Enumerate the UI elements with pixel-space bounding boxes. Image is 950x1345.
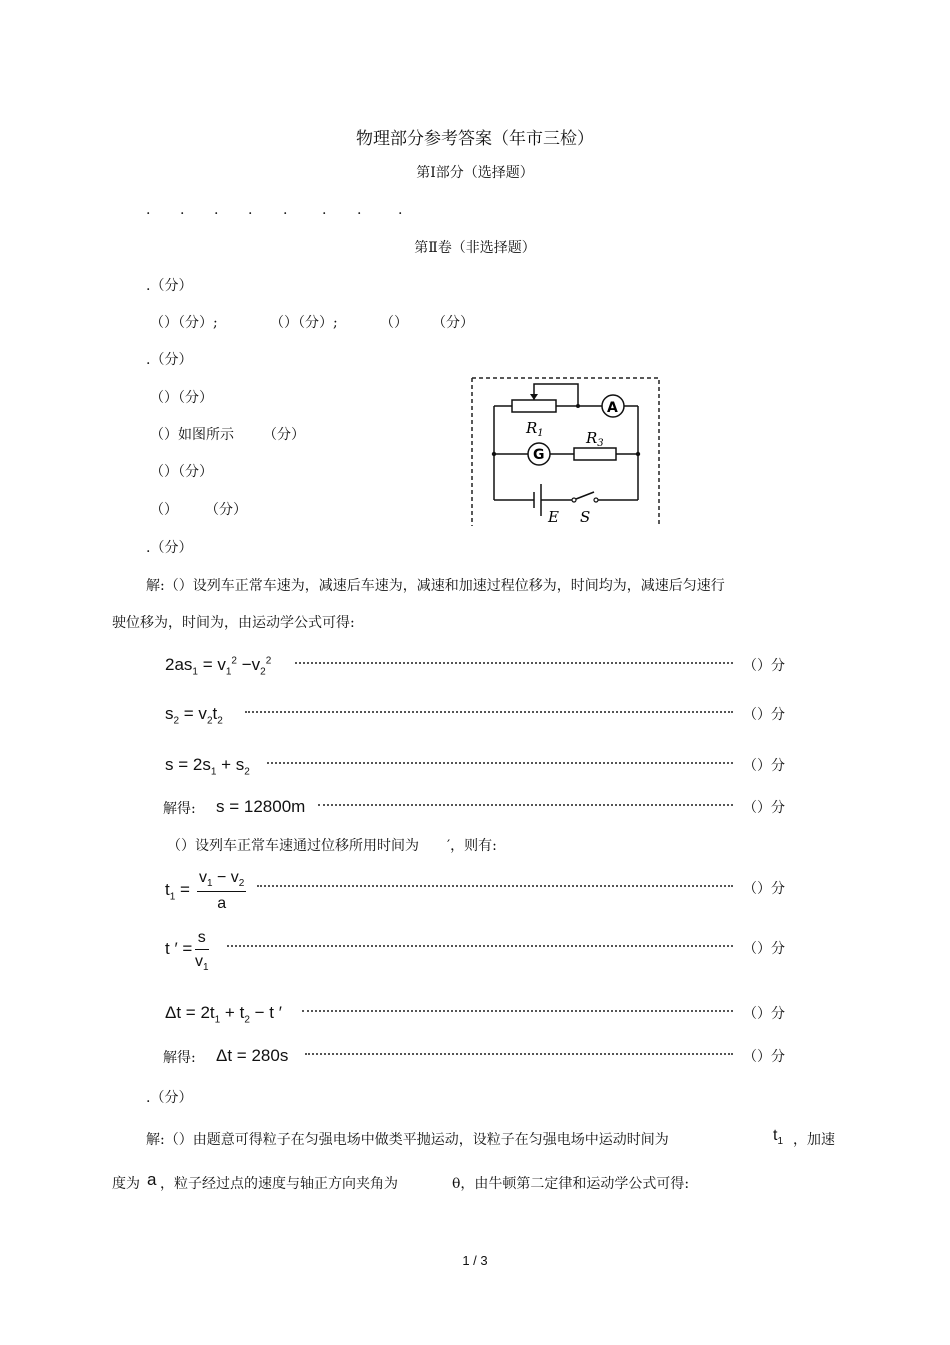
section-heading-nonchoice: 第Ⅱ卷（非选择题） bbox=[414, 240, 536, 256]
circuit-diagram bbox=[466, 372, 662, 530]
page-title: 物理部分参考答案（年市三检） bbox=[356, 129, 594, 149]
dot-leader bbox=[227, 945, 733, 947]
score-mark: （）分 bbox=[743, 881, 785, 897]
solution-value: s = 12800m bbox=[216, 797, 306, 816]
q23-answer-2-score: （分） bbox=[263, 427, 305, 443]
choice-answer-6: . bbox=[322, 202, 327, 218]
q25-line2-end: θ，由牛顿第二定律和运动学公式可得: bbox=[452, 1176, 690, 1192]
solution-label: 解得: bbox=[163, 801, 196, 817]
page-number: 1 / 3 bbox=[462, 1253, 488, 1268]
q23-answer-3: （）（分） bbox=[150, 464, 213, 480]
label-galvanometer: G bbox=[533, 447, 545, 463]
q24-intro-line2: 驶位移为，时间为，由运动学公式可得: bbox=[112, 615, 355, 631]
fraction: $\frac{s}{v_1}$ bbox=[195, 929, 209, 974]
score-mark: （）分 bbox=[743, 1049, 785, 1065]
q23-answer-4: （） bbox=[150, 502, 178, 518]
q24-intro-line1: 解:（）设列车正常车速为，减速后车速为，减速和加速过程位移为，时间均为，减速后匀速行 bbox=[146, 578, 725, 594]
switch-lever bbox=[576, 492, 594, 499]
choice-answer-7: . bbox=[357, 202, 362, 218]
q24-heading: .（分） bbox=[146, 540, 193, 556]
choice-answer-2: . bbox=[180, 202, 185, 218]
q23-answer-2: （）如图所示 bbox=[150, 427, 234, 443]
score-mark: （）分 bbox=[743, 758, 785, 774]
score-mark: （）分 bbox=[743, 800, 785, 816]
fraction: $\frac{v_1 - v_2}{a}$ bbox=[199, 869, 245, 913]
q22-answer-3: （） bbox=[380, 315, 408, 331]
q22-answer-1: （）（分）; bbox=[150, 315, 218, 331]
q25-line2-start: 度为 bbox=[112, 1176, 140, 1192]
q22-answer-3-score: （分） bbox=[432, 315, 474, 331]
resistor-r1 bbox=[512, 400, 556, 412]
dot-leader bbox=[295, 662, 733, 664]
solution-value: Δt = 280s bbox=[216, 1046, 289, 1065]
label-switch: S bbox=[580, 508, 591, 526]
score-mark: （）分 bbox=[743, 707, 785, 723]
score-mark: （）分 bbox=[743, 941, 785, 957]
label-ammeter: A bbox=[607, 400, 618, 416]
solution-2 bbox=[163, 1046, 785, 1070]
equation-4: $t_1$ = $\frac{v_1 - v_2}{a}$ （）分 bbox=[165, 869, 785, 913]
choice-answer-4: . bbox=[248, 202, 253, 218]
q23-answer-4-score: （分） bbox=[205, 502, 247, 518]
section-heading-choice: 第Ⅰ部分（选择题） bbox=[416, 165, 534, 181]
q22-heading: .（分） bbox=[146, 278, 193, 294]
equation-5: t ′ = $\frac{s}{v_1}$ （）分 bbox=[165, 929, 785, 974]
q25-line1: 解:（）由题意可得粒子在匀强电场中做类平抛运动，设粒子在匀强电场中运动时间为 bbox=[146, 1132, 669, 1148]
q25-line1-tail: ，加速 bbox=[793, 1132, 835, 1148]
q24-part2-text: （）设列车正常车速通过位移所用时间为 ′，则有: bbox=[167, 838, 497, 854]
equation-2: $s_2 = v_2t_2$ （）分 bbox=[165, 704, 785, 727]
equation-6: $\Delta t = 2t_1 + t_2 - t$ ′ （）分 bbox=[165, 1003, 785, 1026]
choice-answer-8: . bbox=[398, 202, 403, 218]
q23-answer-1: （）（分） bbox=[150, 390, 213, 406]
circuit-frame bbox=[472, 378, 659, 526]
q25-time-symbol: $t_1$ bbox=[773, 1127, 784, 1148]
choice-answer-5: . bbox=[283, 202, 288, 218]
q25-acceleration-symbol: a bbox=[147, 1170, 157, 1189]
equation-3: $s = 2s_1 + s_2$ （）分 bbox=[165, 755, 785, 778]
dot-leader bbox=[267, 762, 733, 764]
q22-answer-2: （）（分）; bbox=[270, 315, 338, 331]
equation-1: $2as_1 = v_1^2 -v_2^2$ （）分 bbox=[165, 655, 785, 678]
label-emf: E bbox=[548, 508, 559, 526]
resistor-r3 bbox=[574, 448, 616, 460]
choice-answer-3: . bbox=[214, 202, 219, 218]
label-r1: $R_1$ bbox=[526, 419, 544, 439]
label-r3: $R_3$ bbox=[586, 429, 604, 449]
q25-line2-mid: ，粒子经过点的速度与轴正方向夹角为 bbox=[160, 1176, 398, 1192]
dot-leader bbox=[257, 885, 733, 887]
dot-leader bbox=[318, 804, 733, 806]
dot-leader bbox=[245, 711, 733, 713]
dot-leader bbox=[302, 1010, 733, 1012]
score-mark: （）分 bbox=[743, 1006, 785, 1022]
solution-label: 解得: bbox=[163, 1050, 196, 1066]
q23-heading: .（分） bbox=[146, 352, 193, 368]
choice-answer-1: . bbox=[146, 202, 151, 218]
solution-1 bbox=[163, 797, 785, 821]
q25-heading: .（分） bbox=[146, 1090, 193, 1106]
dot-leader bbox=[305, 1053, 733, 1055]
score-mark: （）分 bbox=[743, 658, 785, 674]
